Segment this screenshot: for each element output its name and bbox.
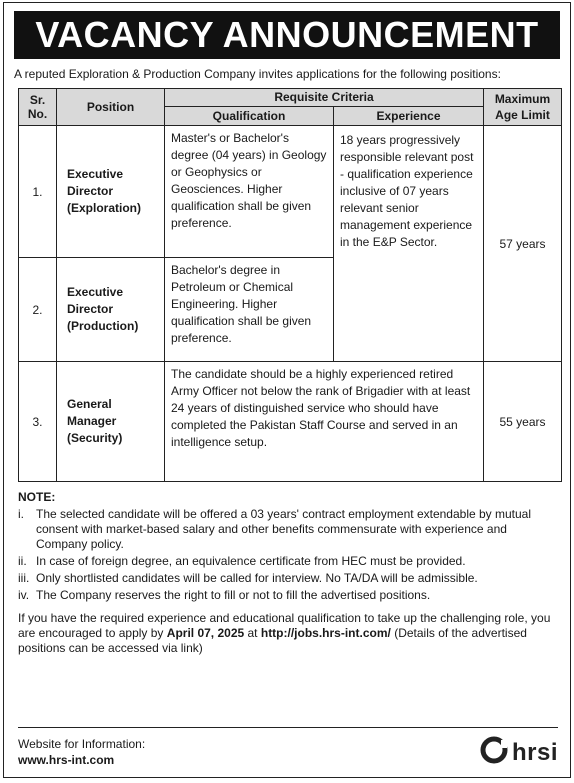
note-item xyxy=(18,507,558,552)
header-max-age: Maximum Age Limit xyxy=(484,89,562,126)
intro-text: A reputed Exploration & Production Company invites applications for the following positions: xyxy=(14,67,501,81)
note-text: The Company reserves the right to fill or not to fill the advertised positions. xyxy=(36,588,431,602)
note-number: iv. xyxy=(18,588,30,602)
row-1-sr: 1. xyxy=(19,126,57,258)
logo-text: hrsi xyxy=(511,738,558,766)
apply-text-mid: at xyxy=(244,626,261,640)
header-qualification: Qualification xyxy=(165,106,334,125)
notes-section xyxy=(18,490,558,603)
note-number: i. xyxy=(18,507,24,521)
note-item xyxy=(18,571,558,586)
apply-text-before: If you have the required experience and educational qualification to take up the challenging role, you are encouraged to apply by xyxy=(18,611,551,640)
website-label: Website for Information: xyxy=(18,737,146,751)
note-item xyxy=(18,554,558,569)
note-text: In case of foreign degree, an equivalence certificate from HEC must be provided. xyxy=(36,554,466,568)
table-row xyxy=(19,362,562,482)
row-3-position: General Manager (Security) xyxy=(57,362,165,482)
notes-heading: NOTE: xyxy=(18,490,56,504)
header-experience: Experience xyxy=(334,106,484,125)
row-1-qualification: Master's or Bachelor's degree (04 years) in Geology or Geophysics or Geosciences. Higher qualification shall be given preference. xyxy=(165,126,334,258)
header-sr-no: Sr. No. xyxy=(19,89,57,126)
row-1-position: Executive Director (Exploration) xyxy=(57,126,165,258)
application-instructions xyxy=(18,611,558,656)
shared-experience: 18 years progressively responsible relevant post - qualification experience inclusive of 07 years relevant senior management experience in the E&P Sector. xyxy=(334,126,484,362)
apply-deadline: April 07, 2025 xyxy=(166,626,245,640)
footer-divider xyxy=(18,727,558,728)
vacancy-table xyxy=(18,88,562,482)
row-3-sr: 3. xyxy=(19,362,57,482)
page-title: VACANCY ANNOUNCEMENT xyxy=(14,11,560,59)
header-requisite-criteria: Requisite Criteria xyxy=(165,89,484,107)
company-logo xyxy=(479,735,558,770)
apply-text-after: (Details of the advertised positions can be accessed via link) xyxy=(18,626,527,655)
row-2-sr: 2. xyxy=(19,258,57,362)
row-2-position: Executive Director (Production) xyxy=(57,258,165,362)
note-text: The selected candidate will be offered a 03 years' contract employment extendable by mutual consent with market-based salary and other benefits commensurate with experience and Company policy. xyxy=(36,507,532,551)
note-text: Only shortlisted candidates will be called for interview. No TA/DA will be admissible. xyxy=(36,571,478,585)
footer xyxy=(18,727,558,771)
row-3-age-limit: 55 years xyxy=(484,362,562,482)
logo-ring-icon xyxy=(479,735,509,770)
apply-link[interactable]: http://jobs.hrs-int.com/ xyxy=(260,626,391,640)
website-url[interactable]: www.hrs-int.com xyxy=(18,753,115,767)
vacancy-advertisement xyxy=(3,2,571,778)
table-row xyxy=(19,126,562,258)
row-3-criteria: The candidate should be a highly experienced retired Army Officer not below the rank of Brigadier with at least 24 years of distinguished service who should have completed the Pakistan Staff Course and served in an intelligence setup. xyxy=(165,362,484,482)
note-number: ii. xyxy=(18,554,27,568)
header-position: Position xyxy=(57,89,165,126)
row-2-qualification: Bachelor's degree in Petroleum or Chemical Engineering. Higher qualification shall be given preference. xyxy=(165,258,334,362)
note-item xyxy=(18,588,558,603)
note-number: iii. xyxy=(18,571,30,585)
shared-age-limit: 57 years xyxy=(484,126,562,362)
